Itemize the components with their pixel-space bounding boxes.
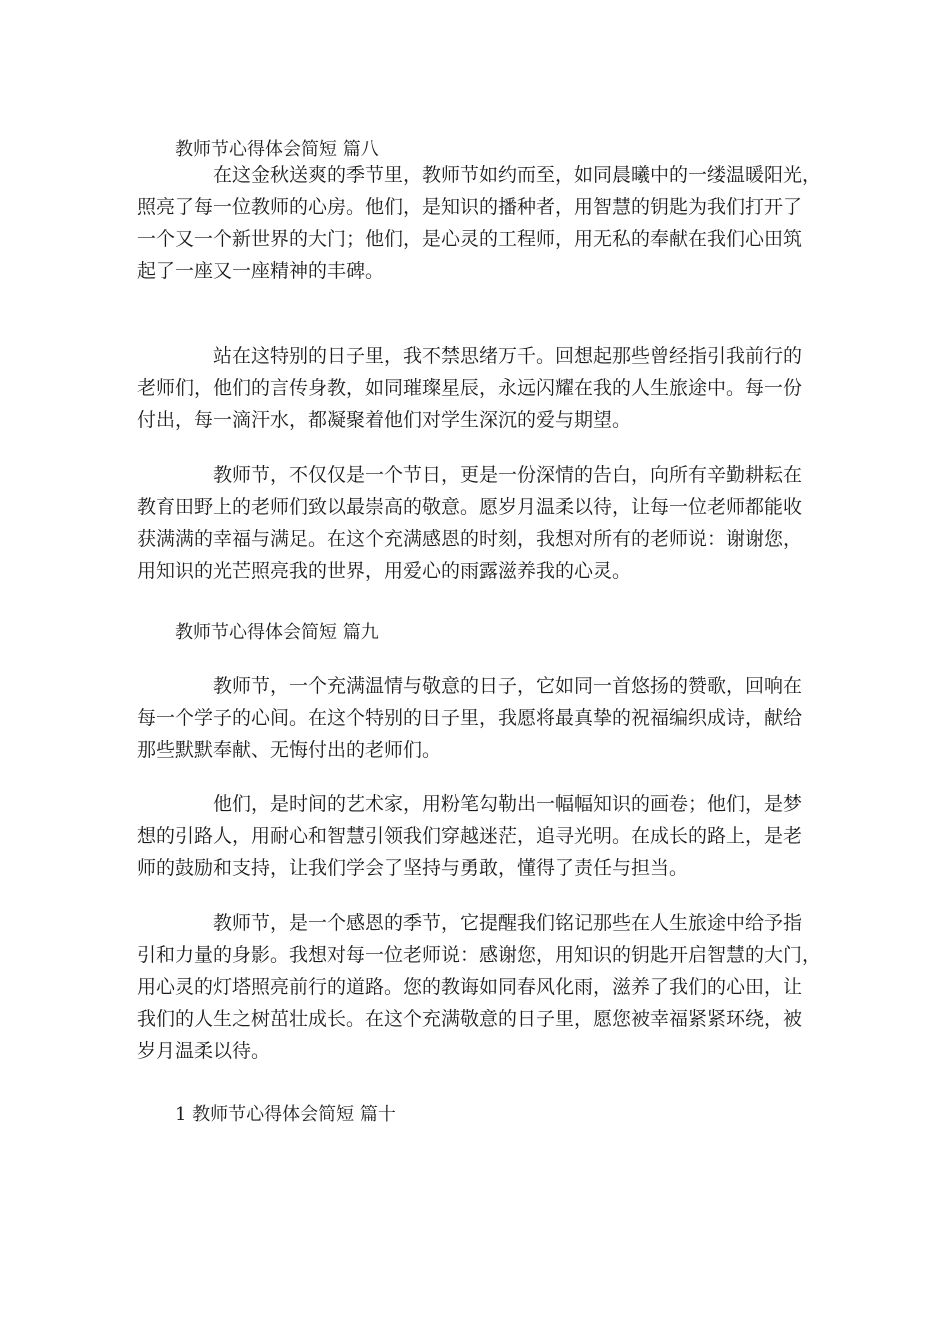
paragraph xyxy=(137,340,817,436)
text-line: 教师节，一个充满温情与敬意的日子，它如同一首悠扬的赞歌，回响在 xyxy=(213,675,803,697)
text-line: 师的鼓励和支持，让我们学会了坚持与勇敢，懂得了责任与担当。 xyxy=(137,857,689,879)
text-line: 用知识的光芒照亮我的世界，用爱心的雨露滋养我的心灵。 xyxy=(137,560,632,582)
text-line: 付出，每一滴汗水，都凝聚着他们对学生深沉的爱与期望。 xyxy=(137,409,632,431)
section-heading: 教师节心得体会简短 篇九 xyxy=(175,622,379,643)
section-heading: 教师节心得体会简短 篇八 xyxy=(175,139,379,160)
text-line: 站在这特别的日子里，我不禁思绪万千。回想起那些曾经指引我前行的 xyxy=(213,345,803,367)
text-line: 老师们，他们的言传身教，如同璀璨星辰，永远闪耀在我的人生旅途中。每一份 xyxy=(137,377,803,399)
text-line: 照亮了每一位教师的心房。他们，是知识的播种者，用智慧的钥匙为我们打开了 xyxy=(137,196,803,218)
text-line: 一个又一个新世界的大门；他们，是心灵的工程师，用无私的奉献在我们心田筑 xyxy=(137,228,803,250)
text-line: 我们的人生之树茁壮成长。在这个充满敬意的日子里，愿您被幸福紧紧环绕，被 xyxy=(137,1008,803,1030)
text-line: 引和力量的身影。我想对每一位老师说：感谢您，用知识的钥匙开启智慧的大门， xyxy=(137,944,822,966)
section-heading: 1 教师节心得体会简短 篇十 xyxy=(175,1104,396,1125)
text-line: 教育田野上的老师们致以最崇高的敬意。愿岁月温柔以待，让每一位老师都能收 xyxy=(137,496,803,518)
text-line: 每一个学子的心间。在这个特别的日子里，我愿将最真挚的祝福编织成诗，献给 xyxy=(137,707,803,729)
paragraph xyxy=(137,159,822,287)
paragraph xyxy=(137,670,817,766)
text-line: 教师节，是一个感恩的季节，它提醒我们铭记那些在人生旅途中给予指 xyxy=(213,912,803,934)
text-line: 想的引路人，用耐心和智慧引领我们穿越迷茫，追寻光明。在成长的路上，是老 xyxy=(137,825,803,847)
text-line: 教师节，不仅仅是一个节日，更是一份深情的告白，向所有辛勤耕耘在 xyxy=(213,464,803,486)
text-line: 他们，是时间的艺术家，用粉笔勾勒出一幅幅知识的画卷；他们，是梦 xyxy=(213,793,803,815)
paragraph xyxy=(137,907,822,1067)
text-line: 获满满的幸福与满足。在这个充满感恩的时刻，我想对所有的老师说：谢谢您， xyxy=(137,528,803,550)
text-line: 在这金秋送爽的季节里，教师节如约而至，如同晨曦中的一缕温暖阳光， xyxy=(213,164,822,186)
text-line: 起了一座又一座精神的丰碑。 xyxy=(137,260,385,282)
text-line: 岁月温柔以待。 xyxy=(137,1040,271,1062)
paragraph xyxy=(137,459,817,587)
paragraph xyxy=(137,788,817,884)
text-line: 那些默默奉献、无悔付出的老师们。 xyxy=(137,739,442,761)
text-line: 用心灵的灯塔照亮前行的道路。您的教诲如同春风化雨，滋养了我们的心田，让 xyxy=(137,976,803,998)
